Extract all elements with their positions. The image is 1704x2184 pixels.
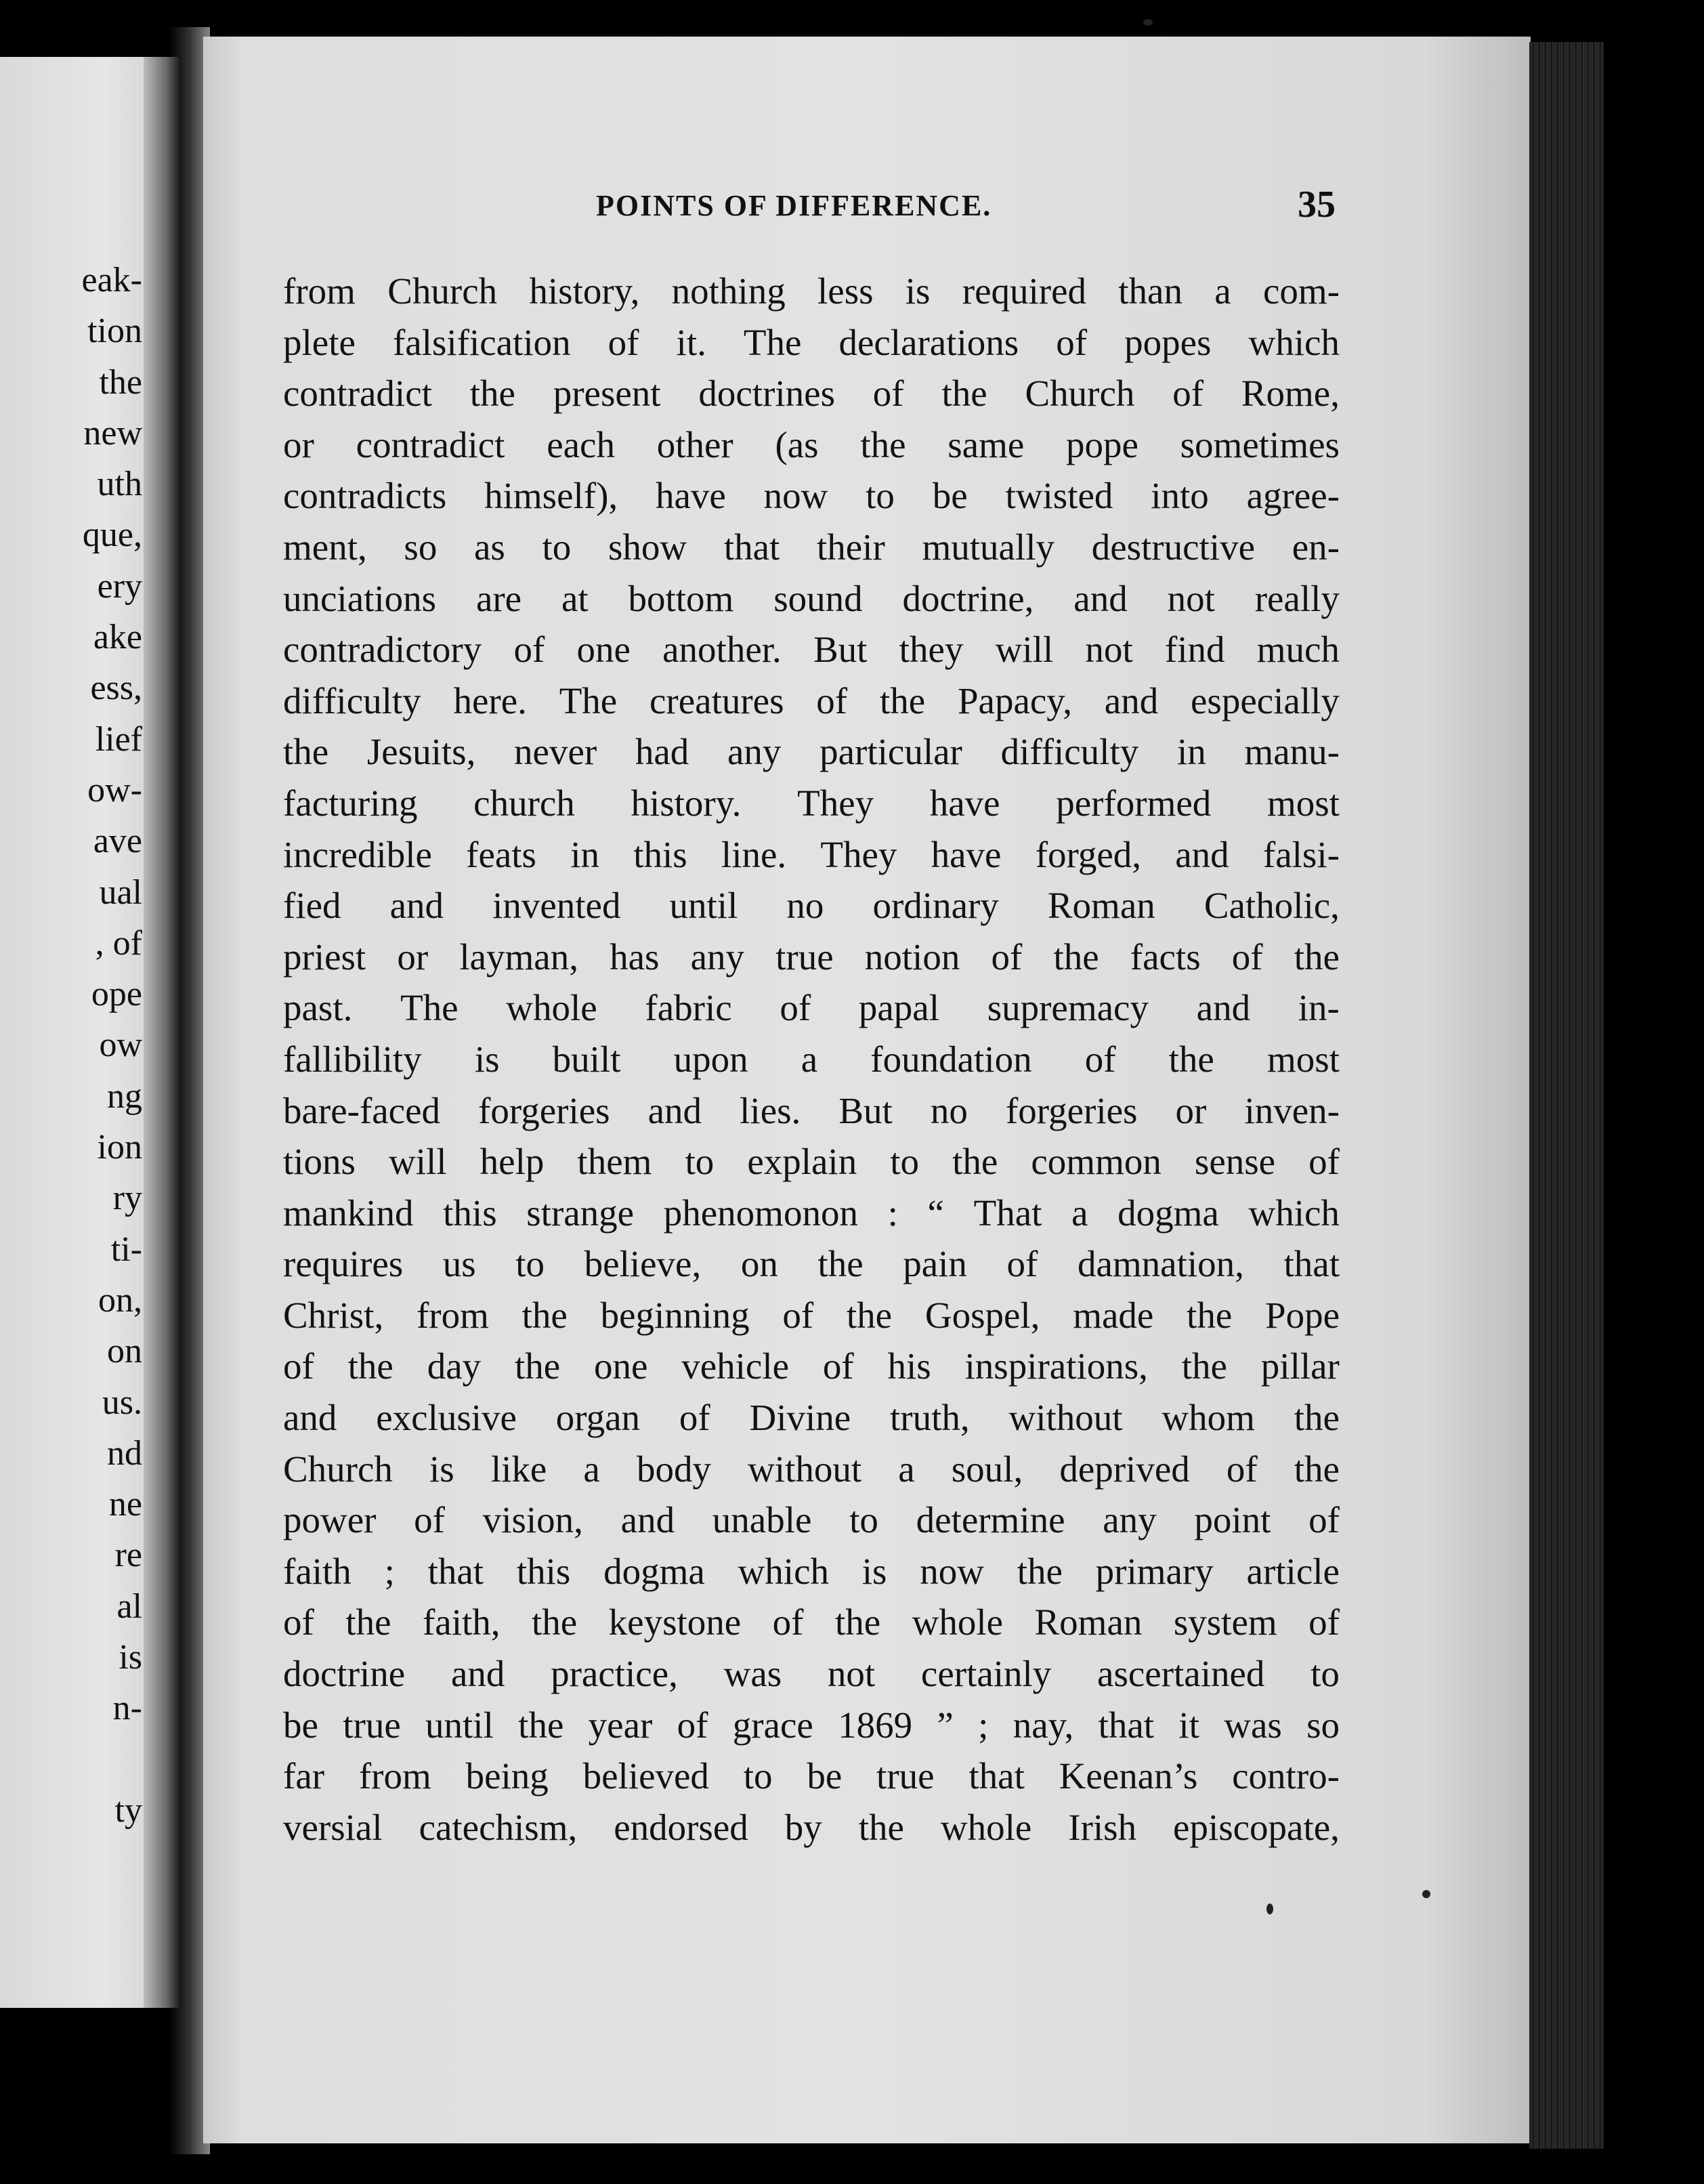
left-page-fragment: ry	[112, 1179, 142, 1218]
left-page-text	[0, 255, 142, 1836]
left-page-fragment: new	[83, 413, 142, 453]
left-page-fragment: , of	[95, 923, 142, 963]
text-line: bare-faced forgeries and lies. But no forgeries or inven-	[283, 1089, 1340, 1131]
text-line: of the day the one vehicle of his inspirations, the pillar	[283, 1345, 1340, 1387]
text-line: doctrine and practice, was not certainly ascertained to	[283, 1653, 1340, 1695]
body-text	[283, 266, 1340, 1853]
left-page-fragment: ual	[99, 873, 142, 912]
left-page-fragment: ake	[93, 618, 142, 657]
left-page-fragment: ope	[91, 975, 142, 1014]
text-line: tions will help them to explain to the common sense of	[283, 1141, 1340, 1183]
text-line: plete falsification of it. The declarations of popes which	[283, 321, 1340, 363]
page-number: 35	[1298, 184, 1336, 226]
text-line: power of vision, and unable to determine any point of	[283, 1499, 1340, 1541]
text-line: from Church history, nothing less is required than a com-	[283, 270, 1340, 312]
left-page-fragment: ow	[99, 1026, 142, 1065]
left-page-fragment: que,	[82, 516, 142, 555]
text-line: unciations are at bottom sound doctrine, and not really	[283, 577, 1340, 619]
text-line: incredible feats in this line. They have forged, and falsi-	[283, 833, 1340, 875]
left-page-fragment: ti-	[110, 1230, 142, 1269]
left-page-fragment: ty	[114, 1790, 142, 1830]
left-page-fragment: ow-	[87, 770, 142, 810]
text-line: mankind this strange phenomonon : “ That a dogma which	[283, 1192, 1340, 1234]
left-page-fragment: ion	[97, 1128, 142, 1167]
text-line: priest or layman, has any true notion of the facts of the	[283, 936, 1340, 978]
left-page-fragment: on,	[98, 1280, 142, 1320]
scan-speck	[1266, 1904, 1273, 1914]
text-line: contradict the present doctrines of the Church of Rome,	[283, 373, 1340, 415]
left-page-fragment: ave	[93, 822, 142, 861]
left-page-fragment: n-	[112, 1689, 142, 1728]
left-page-fragment	[0, 1734, 142, 1785]
text-line: fallibility is built upon a foundation of the most	[283, 1038, 1340, 1080]
book-gutter	[144, 57, 182, 2008]
text-line: and exclusive organ of Divine truth, without whom the	[283, 1397, 1340, 1439]
left-page-fragment: al	[116, 1587, 142, 1626]
left-page-fragment: the	[99, 362, 142, 402]
text-line: contradicts himself), have now to be twisted into agree-	[283, 475, 1340, 517]
text-line: past. The whole fabric of papal supremacy and in-	[283, 987, 1340, 1029]
text-line: ment, so as to show that their mutually destructive en-	[283, 526, 1340, 568]
text-line: facturing church history. They have performed most	[283, 782, 1340, 824]
text-line: fied and invented until no ordinary Roman Catholic,	[283, 885, 1340, 927]
left-page-fragment: ess,	[90, 669, 142, 708]
left-page-fragment: re	[114, 1536, 142, 1575]
text-line: requires us to believe, on the pain of damnation, that	[283, 1243, 1340, 1285]
left-page-fragment: us.	[102, 1383, 142, 1422]
book-page-edges	[1529, 42, 1604, 2149]
text-line: far from being believed to be true that Keenan’s contro-	[283, 1755, 1340, 1797]
left-page-fragment: lief	[95, 719, 142, 759]
text-line: of the faith, the keystone of the whole Roman system of	[283, 1601, 1340, 1643]
text-line: the Jesuits, never had any particular difficulty in manu-	[283, 731, 1340, 773]
left-page-fragment: tion	[87, 312, 142, 351]
scan-speck	[1422, 1890, 1430, 1898]
left-page-fragment: on	[107, 1332, 142, 1371]
text-line: faith ; that this dogma which is now the primary article	[283, 1550, 1340, 1592]
left-page-fragment: uth	[97, 465, 142, 504]
left-page-fragment: ery	[97, 566, 142, 606]
text-line: contradictory of one another. But they will not find much	[283, 629, 1340, 671]
left-page-fragment: ng	[107, 1076, 142, 1116]
left-page-fragment: is	[119, 1638, 142, 1677]
left-page-fragment: nd	[107, 1433, 142, 1473]
text-line: Church is like a body without a soul, deprived of the	[283, 1448, 1340, 1490]
left-page-fragment: ne	[108, 1485, 142, 1524]
running-head: POINTS OF DIFFERENCE.	[596, 189, 992, 222]
left-page-fragment: eak-	[81, 261, 142, 299]
scan-speck	[1143, 19, 1153, 26]
text-line: be true until the year of grace 1869 ” ; nay, that it was so	[283, 1704, 1340, 1746]
text-line: difficulty here. The creatures of the Papacy, and especially	[283, 679, 1340, 721]
text-line: Christ, from the beginning of the Gospel, made the Pope	[283, 1294, 1340, 1336]
text-line: versial catechism, endorsed by the whole Irish episcopate,	[283, 1806, 1340, 1848]
text-line: or contradict each other (as the same pope sometimes	[283, 423, 1340, 465]
